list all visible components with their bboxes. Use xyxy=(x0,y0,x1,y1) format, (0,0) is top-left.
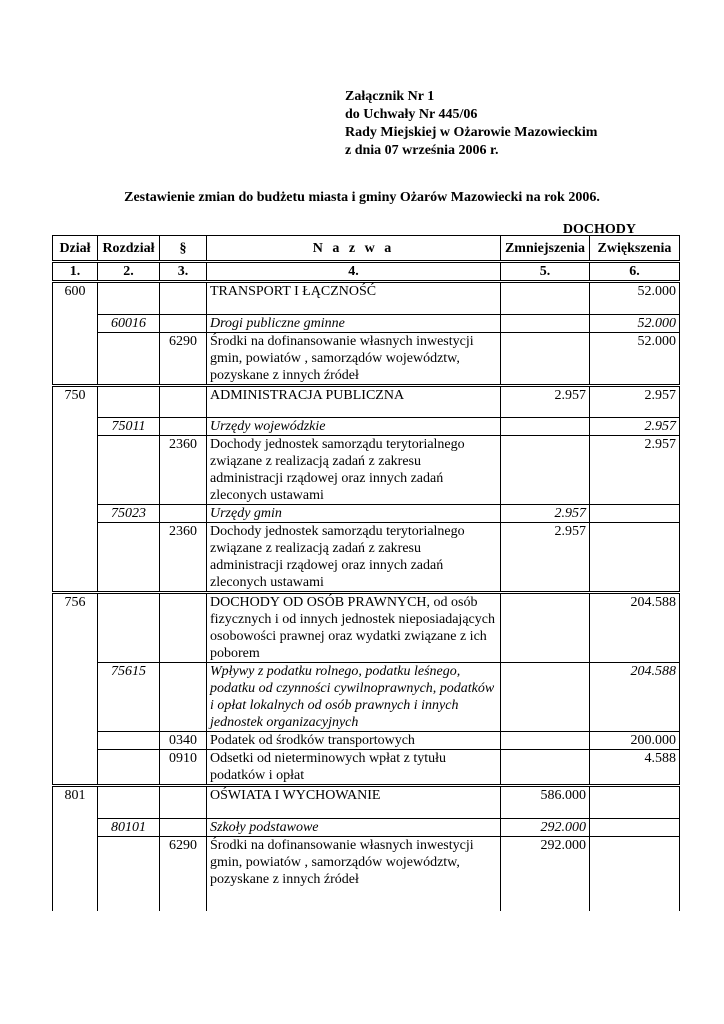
empty-cell xyxy=(160,418,207,436)
table-row xyxy=(53,663,680,732)
dzial-code: 801 xyxy=(53,786,98,819)
table-row xyxy=(53,282,680,315)
empty-cell xyxy=(53,314,98,332)
empty-cell xyxy=(53,732,98,750)
col-header-nazwa: N a z w a xyxy=(207,236,501,262)
empty-cell xyxy=(53,818,98,836)
paragraf-code: 0340 xyxy=(160,732,207,750)
empty-cell xyxy=(160,314,207,332)
rozdzial-name: Wpływy z podatku rolnego, podatku leśnego, podatku od czynności cywilnoprawnych, podatków i opłat lokalnych od osób prawnych i innych jednostek organizacyjnych xyxy=(207,663,501,732)
budget-table xyxy=(52,235,680,911)
empty-cell xyxy=(98,523,160,593)
col-header-paragraf: § xyxy=(160,236,207,262)
empty-cell xyxy=(53,750,98,786)
col-header-rozdzial: Rozdział xyxy=(98,236,160,262)
col-number: 3. xyxy=(160,262,207,282)
paragraf-code: 0910 xyxy=(160,750,207,786)
empty-cell xyxy=(160,818,207,836)
empty-cell xyxy=(501,282,590,315)
empty-cell xyxy=(160,786,207,819)
empty-cell xyxy=(53,418,98,436)
empty-cell xyxy=(590,818,680,836)
dzial-code: 750 xyxy=(53,385,98,418)
col-header-dzial: Dział xyxy=(53,236,98,262)
dzial-name: TRANSPORT I ŁĄCZNOŚĆ xyxy=(207,282,501,315)
dzial-decrease: 2.957 xyxy=(501,385,590,418)
empty-cell xyxy=(160,385,207,418)
empty-cell xyxy=(98,750,160,786)
dzial-increase: 204.588 xyxy=(590,593,680,663)
empty-cell xyxy=(53,836,98,911)
empty-cell xyxy=(160,282,207,315)
dzial-name: ADMINISTRACJA PUBLICZNA xyxy=(207,385,501,418)
col-number: 4. xyxy=(207,262,501,282)
empty-cell xyxy=(98,786,160,819)
empty-cell xyxy=(98,436,160,505)
rozdzial-increase: 52.000 xyxy=(590,314,680,332)
col-header-zmniejszenia: Zmniejszenia xyxy=(501,236,590,262)
empty-cell xyxy=(98,282,160,315)
empty-cell xyxy=(501,332,590,385)
col-header-zwiekszenia: Zwiększenia xyxy=(590,236,680,262)
paragraf-code: 6290 xyxy=(160,332,207,385)
col-number: 6. xyxy=(590,262,680,282)
empty-cell xyxy=(53,663,98,732)
empty-cell xyxy=(98,385,160,418)
empty-cell xyxy=(98,593,160,663)
empty-cell xyxy=(98,836,160,911)
paragraf-increase: 200.000 xyxy=(590,732,680,750)
table-row xyxy=(53,786,680,819)
paragraf-name: Środki na dofinansowanie własnych inwestycji gmin, powiatów , samorządów województw, pozyskane z innych źródeł xyxy=(207,332,501,385)
rozdzial-code: 75023 xyxy=(98,505,160,523)
empty-cell xyxy=(501,436,590,505)
col-number: 5. xyxy=(501,262,590,282)
dzial-name: DOCHODY OD OSÓB PRAWNYCH, od osób fizycznych i od innych jednostek nieposiadających osobowości prawnej oraz wydatki związane z ich poborem xyxy=(207,593,501,663)
table-header-row xyxy=(53,236,680,262)
table-row xyxy=(53,418,680,436)
attachment-number: Załącznik Nr 1 xyxy=(345,89,435,104)
empty-cell xyxy=(501,732,590,750)
rozdzial-decrease: 2.957 xyxy=(501,505,590,523)
table-row xyxy=(53,732,680,750)
paragraf-name: Dochody jednostek samorządu terytorialnego związane z realizacją zadań z zakresu administracji rządowej oraz innych zadań zleconych ustawami xyxy=(207,436,501,505)
paragraf-increase: 4.588 xyxy=(590,750,680,786)
table-row xyxy=(53,750,680,786)
col-number: 1. xyxy=(53,262,98,282)
dzial-code: 600 xyxy=(53,282,98,315)
empty-cell xyxy=(590,836,680,911)
empty-cell xyxy=(501,750,590,786)
dzial-increase: 52.000 xyxy=(590,282,680,315)
table-row xyxy=(53,593,680,663)
paragraf-name: Dochody jednostek samorządu terytorialnego związane z realizacją zadań z zakresu administracji rządowej oraz innych zadań zleconych ustawami xyxy=(207,523,501,593)
rozdzial-code: 75011 xyxy=(98,418,160,436)
empty-cell xyxy=(160,593,207,663)
empty-cell xyxy=(98,732,160,750)
empty-cell xyxy=(53,505,98,523)
empty-cell xyxy=(590,786,680,819)
paragraf-name: Odsetki od nieterminowych wpłat z tytułu podatków i opłat xyxy=(207,750,501,786)
col-number: 2. xyxy=(98,262,160,282)
resolution-number: do Uchwały Nr 445/06 xyxy=(345,107,478,122)
document-header xyxy=(345,88,597,160)
resolution-date: z dnia 07 września 2006 r. xyxy=(345,143,499,158)
empty-cell xyxy=(53,523,98,593)
paragraf-name: Środki na dofinansowanie własnych inwestycji gmin, powiatów , samorządów województw, pozyskane z innych źródeł xyxy=(207,836,501,911)
document-title: Zestawienie zmian do budżetu miasta i gminy Ożarów Mazowiecki na rok 2006. xyxy=(124,190,600,205)
empty-cell xyxy=(501,314,590,332)
rozdzial-name: Szkoły podstawowe xyxy=(207,818,501,836)
paragraf-decrease: 292.000 xyxy=(501,836,590,911)
dzial-name: OŚWIATA I WYCHOWANIE xyxy=(207,786,501,819)
dzial-decrease: 586.000 xyxy=(501,786,590,819)
council-name: Rady Miejskiej w Ożarowie Mazowieckim xyxy=(345,125,598,140)
table-row xyxy=(53,523,680,593)
table-row xyxy=(53,385,680,418)
rozdzial-increase: 2.957 xyxy=(590,418,680,436)
table-row xyxy=(53,314,680,332)
paragraf-decrease: 2.957 xyxy=(501,523,590,593)
empty-cell xyxy=(53,436,98,505)
table-row xyxy=(53,436,680,505)
rozdzial-code: 80101 xyxy=(98,818,160,836)
table-row xyxy=(53,818,680,836)
paragraf-increase: 52.000 xyxy=(590,332,680,385)
empty-cell xyxy=(501,663,590,732)
empty-cell xyxy=(501,593,590,663)
rozdzial-name: Drogi publiczne gminne xyxy=(207,314,501,332)
numbering-row xyxy=(53,262,680,282)
table-row xyxy=(53,332,680,385)
table-row xyxy=(53,836,680,911)
paragraf-name: Podatek od środków transportowych xyxy=(207,732,501,750)
empty-cell xyxy=(98,332,160,385)
section-label: DOCHODY xyxy=(562,222,636,237)
empty-cell xyxy=(590,505,680,523)
empty-cell xyxy=(160,663,207,732)
rozdzial-code: 60016 xyxy=(98,314,160,332)
empty-cell xyxy=(53,332,98,385)
empty-cell xyxy=(160,505,207,523)
table-row xyxy=(53,505,680,523)
paragraf-code: 2360 xyxy=(160,523,207,593)
dzial-increase: 2.957 xyxy=(590,385,680,418)
rozdzial-increase: 204.588 xyxy=(590,663,680,732)
paragraf-increase: 2.957 xyxy=(590,436,680,505)
rozdzial-decrease: 292.000 xyxy=(501,818,590,836)
rozdzial-name: Urzędy wojewódzkie xyxy=(207,418,501,436)
rozdzial-code: 75615 xyxy=(98,663,160,732)
empty-cell xyxy=(590,523,680,593)
dzial-code: 756 xyxy=(53,593,98,663)
paragraf-code: 6290 xyxy=(160,836,207,911)
rozdzial-name: Urzędy gmin xyxy=(207,505,501,523)
paragraf-code: 2360 xyxy=(160,436,207,505)
empty-cell xyxy=(501,418,590,436)
